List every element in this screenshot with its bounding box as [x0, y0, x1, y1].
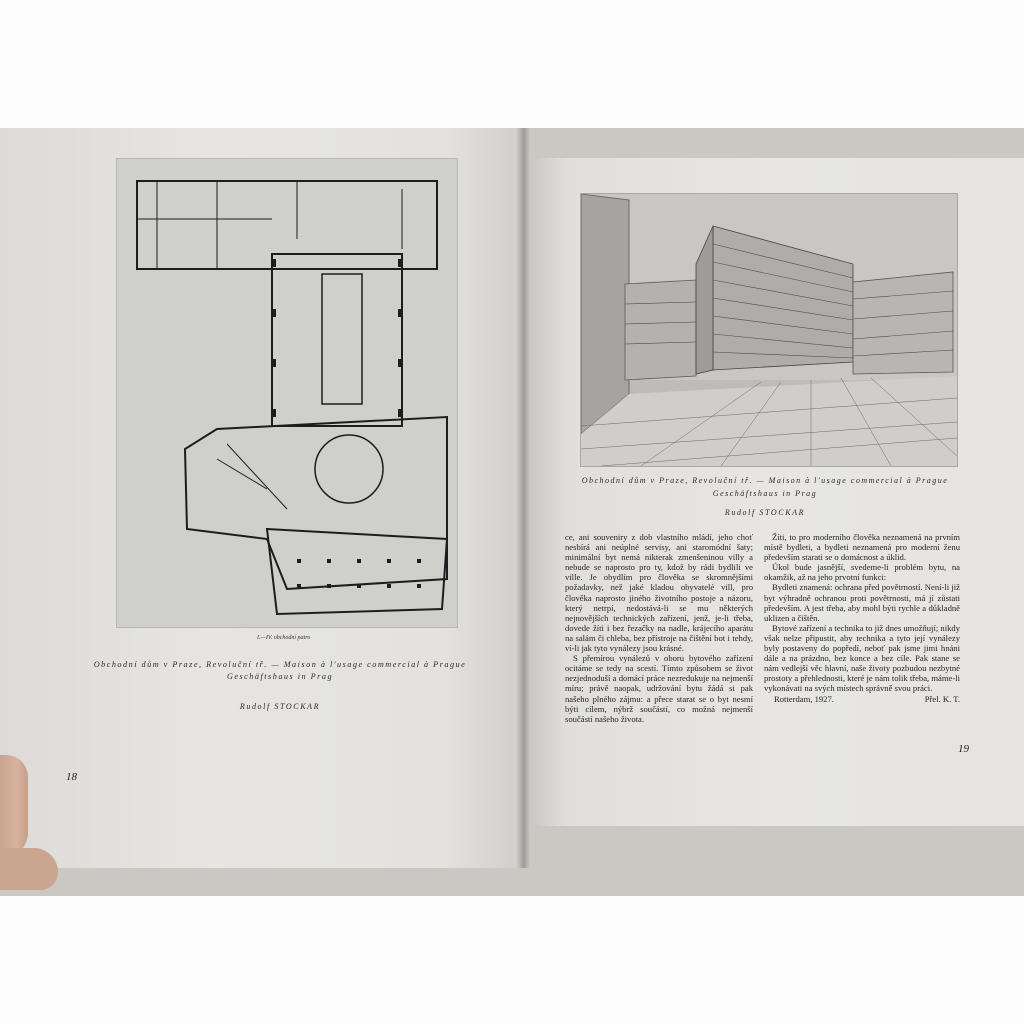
- book-gutter: [515, 128, 531, 868]
- paragraph: Úkol bude jasnější, svedeme-li problém bytu, na okamžik, až na jeho prvotní funkci:: [764, 562, 960, 583]
- right-caption-line2: Geschäftshaus in Prag: [712, 489, 818, 498]
- left-author: Rudolf STOCKAR: [239, 702, 321, 711]
- paragraph: Bytové zařízení a technika to již dnes umožňují; nikdy však nelze připustit, aby technika a tyto její vynálezy byly postaveny do popředí, neboť pak jsme jimi hnáni dále a na prázdno, bez konce a bez cíle. Pak stane se nám vedlejší věc hlavní, naše životy pozbudou nezbytné prostoty a přehlednosti, které je nám tolik třeba, máme-li vykonávati na svých místech správně svou práci.: [764, 622, 960, 694]
- perspective-drawing: [581, 194, 957, 466]
- perspective-drawing-image: [580, 193, 958, 467]
- text-column-right: [764, 532, 960, 705]
- signoff-place: Rotterdam, 1927.: [774, 693, 834, 704]
- left-caption-line2: Geschäftshaus in Prag: [226, 672, 334, 681]
- text-column-left: [565, 532, 753, 724]
- left-page-number: 18: [66, 771, 77, 783]
- signoff-translator: Přel. K. T.: [924, 693, 960, 704]
- paragraph: Bydleti znamená: ochrana před povětrností. Není-li již byt výhradně ochranou proti povětrnosti, má jí zůstati především. A jest třeba, aby mohl býti rychle a důkladně uklizen a čištěn.: [764, 582, 960, 623]
- right-author: Rudolf STOCKAR: [724, 508, 806, 517]
- paragraph: Žíti, to pro moderního člověka neznamená na prvním místě bydleti, a bydleti neznamená pro moderní ženu především starati se o domácnost a úklid.: [764, 532, 960, 563]
- paragraph: S přemírou vynálezů v oboru bytového zařízení ocitáme se tedy na scestí. Tímto způsobem se život nezjednoduší a domácí práce nezredukuje na nejmenší míru; právě naopak, udržování bytu žádá si pak našeho plného zájmu: a přece starat se o byt nesmí býti cílem, nýbrž součástí, co možná nejmenší součástí našeho života.: [565, 653, 753, 724]
- hand: [0, 755, 28, 860]
- plan-caption: I.—IV. obchodní patro: [257, 635, 311, 641]
- floor-plan-image: [116, 158, 458, 641]
- right-page-number: 19: [958, 743, 969, 755]
- paragraph: ce, ani souveniry z dob vlastního mládí, jeho choť nesbírá ani neúplné servisy, ani staromódní šaty; minimální byt nemá nikterak zmenšeninou villy a nebude se naprosto pro ty, kdož by rádi bydlili ve ville. Je obydlím pro člověka se skromnějšími požadavky, než jaké kladou obyvatelé vill, pro člověka naprosto jiného životního postoje a názoru, který netrpí, nedostává-li se mu některých nejnovějších technických zařízení, jenž, je-li třeba, dovede žíti i bez řezačky na nadle, krájecího aparátu na salám či chleba, bez přístroje na čištění bot i tehdy, ví-li jak tyto vynálezy jsou krásné.: [565, 532, 753, 654]
- floor-plan-drawing: [117, 159, 457, 627]
- hand-thumb: [0, 848, 58, 890]
- right-caption-line1: Obchodní dům v Praze, Revoluční tř. — Maison à l'usage commercial à Prague: [581, 476, 949, 485]
- left-caption-line1: Obchodní dům v Praze, Revoluční tř. — Maison à l'usage commercial à Prague: [93, 660, 467, 669]
- signoff-row: [764, 694, 960, 705]
